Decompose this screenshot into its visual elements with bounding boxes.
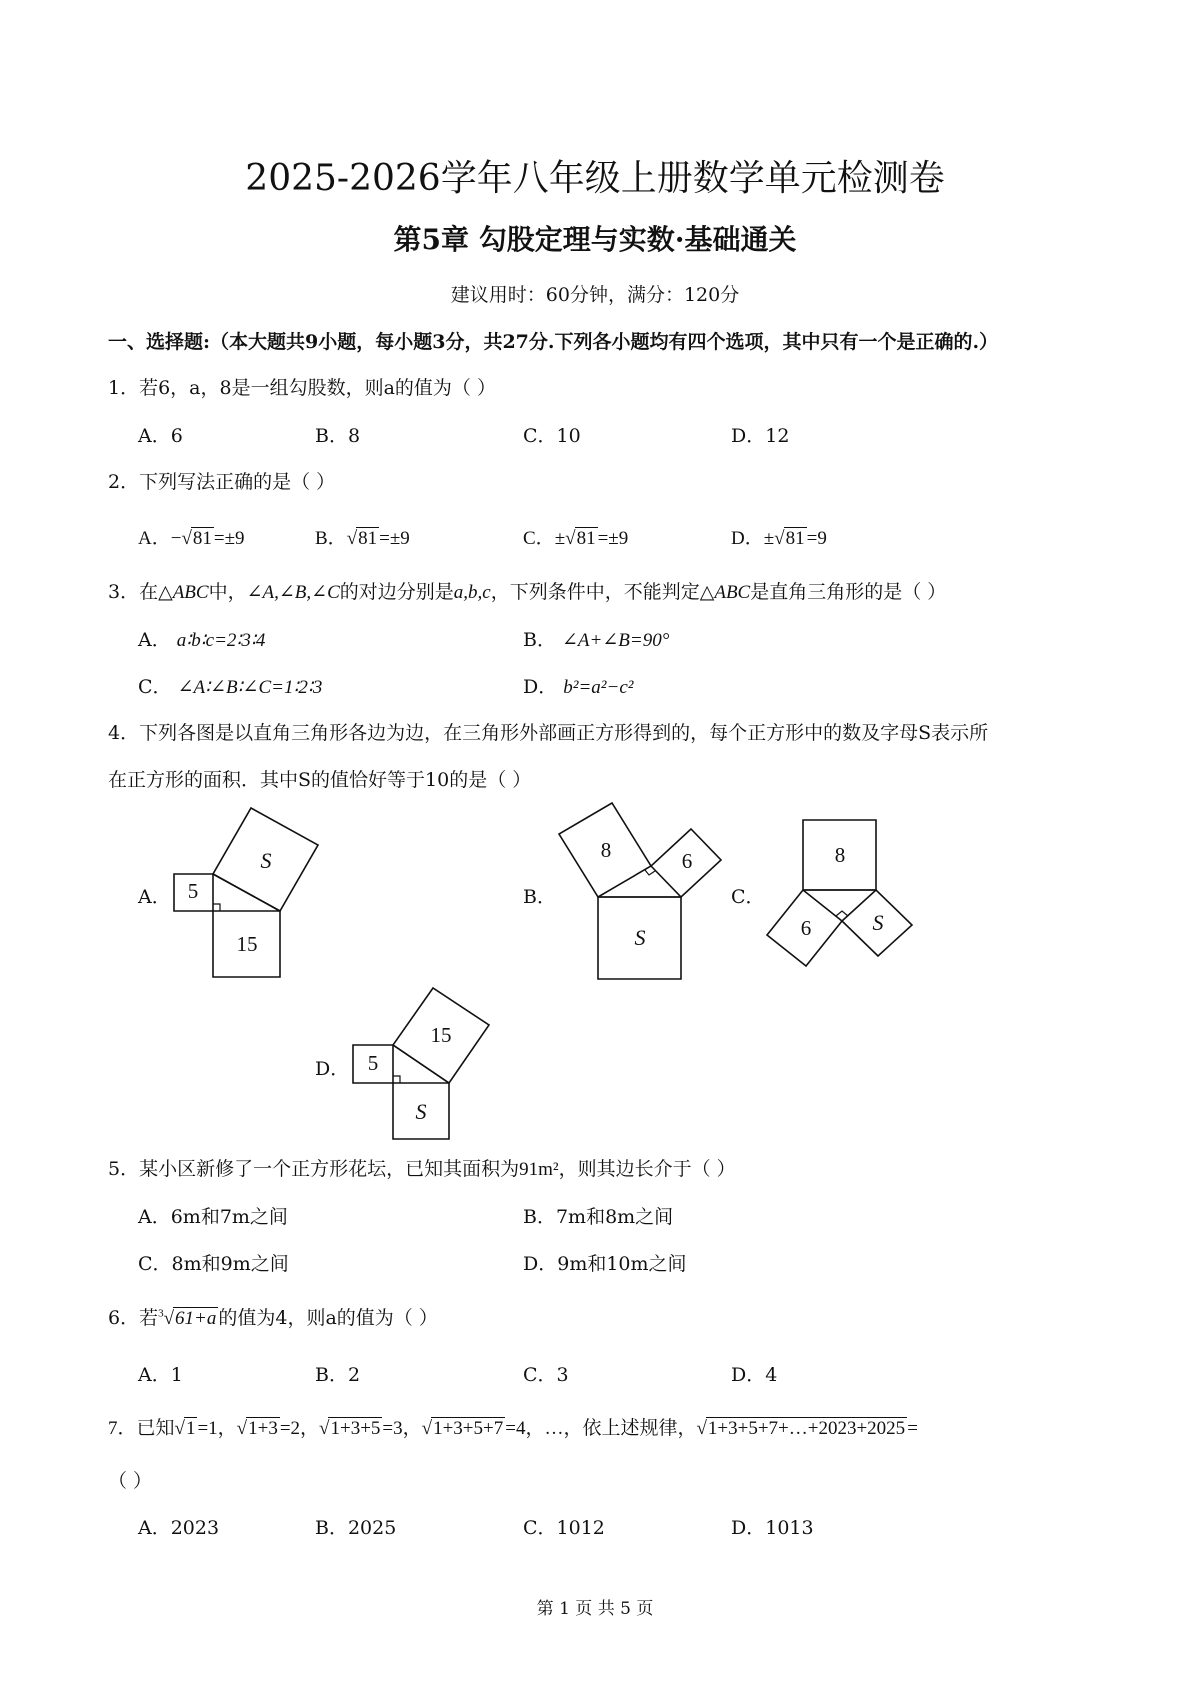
fig-b-right-label: 6 — [681, 849, 693, 873]
q3-option-b: B． ∠A+∠B=90° — [523, 629, 670, 651]
q2-option-c: C．±√81 =±9 — [523, 528, 629, 549]
q6-stem: 6．若$^3$√61+a 的值为4，则a的值为（ ） — [108, 1307, 438, 1329]
q4-figure-a — [174, 808, 318, 977]
q2-stem: 2．下列写法正确的是（ ） — [108, 471, 336, 493]
fig-d-bottom-label: S — [415, 1099, 427, 1124]
q7-stem: 7．已知√1 =1，√1+3 =2，√1+3+5 =3，√1+3+5+7 =4，…，依上述规律，√1+3+5+7+…+2023+2025 = — [108, 1418, 918, 1439]
q5-stem: 5．某小区新修了一个正方形花坛，已知其面积为91m²，则其边长介于（ ） — [108, 1158, 736, 1180]
q2-option-b: B．√81 =±9 — [315, 528, 410, 549]
q4-option-c-label: C． — [731, 886, 765, 908]
q2-option-a: A．−√81 =±9 — [138, 528, 245, 549]
fig-d-small-label: 5 — [367, 1051, 379, 1075]
q4-stem-line2: 在正方形的面积．其中S的值恰好等于10的是（ ） — [108, 769, 532, 791]
q4-figure-d — [353, 988, 489, 1139]
fig-d-hyp-label: 15 — [430, 1023, 452, 1047]
fig-c-right-label: S — [872, 910, 884, 935]
q7-option-c: C．1012 — [523, 1517, 605, 1539]
q3-option-d: D． b²=a²−c² — [523, 676, 634, 698]
fig-c-top-label: 8 — [834, 843, 846, 867]
q4-figure-b — [559, 803, 721, 979]
q6-option-c: C．3 — [523, 1364, 569, 1386]
page-footer: 第 1 页 共 5 页 — [536, 1599, 654, 1619]
q6-option-a: A．1 — [138, 1364, 183, 1386]
q6-option-d: D．4 — [731, 1364, 778, 1386]
q3-option-c: C． ∠A∶∠B∶∠C=1∶2∶3 — [138, 676, 323, 698]
fig-a-hyp-label: S — [260, 848, 272, 873]
q1-option-c: C．10 — [523, 425, 581, 447]
q4-option-b-label: B． — [523, 886, 556, 908]
section-heading: 一、选择题:（本大题共9小题，每小题3分，共27分.下列各小题均有四个选项，其中只有一个是正确的.） — [108, 331, 999, 353]
q5-option-b: B．7m和8m之间 — [523, 1206, 674, 1228]
fig-b-bottom-label: S — [634, 925, 646, 950]
q5-option-c: C．8m和9m之间 — [138, 1253, 289, 1275]
q3-stem: 3．在△ABC中，∠A,∠B,∠C的对边分别是a,b,c，下列条件中，不能判定△ABC是直角三角形的是（ ） — [108, 581, 947, 603]
q1-option-d: D．12 — [731, 425, 790, 447]
q4-stem-line1: 4．下列各图是以直角三角形各边为边，在三角形外部画正方形得到的，每个正方形中的数及字母S表示所 — [108, 722, 989, 744]
q2-option-d: D．±√81 =9 — [731, 528, 827, 549]
q7-blank: （ ） — [108, 1470, 153, 1492]
q6-option-b: B．2 — [315, 1364, 361, 1386]
q1-option-a: A．6 — [138, 425, 183, 447]
q4-option-a-label: A． — [138, 886, 171, 908]
exam-title: 2025-2026学年八年级上册数学单元检测卷 — [245, 158, 945, 199]
q7-option-b: B．2025 — [315, 1517, 397, 1539]
q4-figure-c — [767, 820, 912, 966]
q1-option-b: B．8 — [315, 425, 361, 447]
q5-option-a: A．6m和7m之间 — [138, 1206, 288, 1228]
time-info: 建议用时：60分钟，满分：120分 — [450, 284, 740, 306]
q4-option-d-label: D． — [315, 1058, 350, 1080]
chapter-subtitle: 第5章 勾股定理与实数·基础通关 — [393, 223, 797, 256]
q1-stem: 1．若6，a，8是一组勾股数，则a的值为（ ） — [108, 377, 496, 399]
fig-b-left-label: 8 — [600, 838, 612, 862]
q7-option-a: A．2023 — [138, 1517, 220, 1539]
fig-a-small-label: 5 — [187, 879, 199, 903]
q7-option-d: D．1013 — [731, 1517, 814, 1539]
q5-option-d: D．9m和10m之间 — [523, 1253, 687, 1275]
fig-c-left-label: 6 — [800, 916, 812, 940]
fig-a-bottom-label: 15 — [236, 932, 258, 956]
q3-option-a: A． a∶b∶c=2∶3∶4 — [138, 629, 266, 651]
